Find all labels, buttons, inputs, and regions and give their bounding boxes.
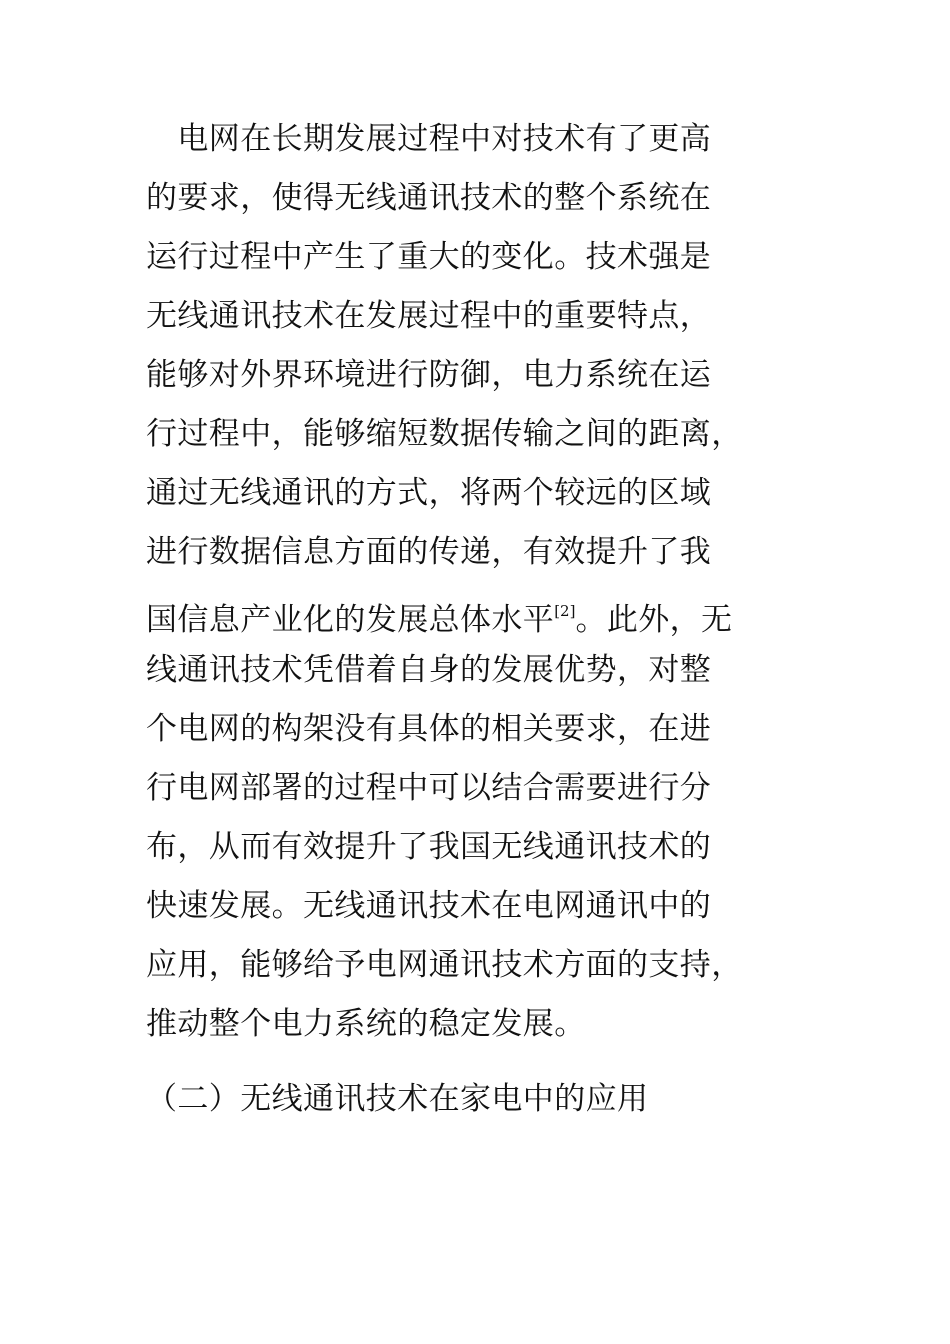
paragraph-line-9-text: 国信息产业化的发展总体水平: [146, 602, 555, 638]
paragraph-line-15: 应用，能够给予电网通讯技术方面的支持，: [146, 947, 743, 983]
paragraph-line-10: 线通讯技术凭借着自身的发展优势，对整: [146, 652, 712, 688]
paragraph-line-5: 能够对外界环境进行防御，电力系统在运: [146, 357, 712, 393]
paragraph-line-7: 通过无线通讯的方式，将两个较远的区域: [146, 475, 712, 511]
paragraph-line-12: 行电网部署的过程中可以结合需要进行分: [146, 770, 712, 806]
paragraph-line-4: 无线通讯技术在发展过程中的重要特点，: [146, 298, 712, 334]
paragraph-line-14: 快速发展。无线通讯技术在电网通讯中的: [146, 888, 712, 924]
paragraph-line-9: [146, 591, 846, 640]
paragraph-line-6: 行过程中，能够缩短数据传输之间的距离，: [146, 416, 743, 452]
paragraph-line-11: 个电网的构架没有具体的相关要求，在进: [146, 711, 712, 747]
section-heading: （二）无线通讯技术在家电中的应用: [146, 1081, 649, 1117]
paragraph-line-9-tail: 。此外，无: [575, 602, 733, 638]
paragraph-line-3: 运行过程中产生了重大的变化。技术强是: [146, 239, 712, 275]
citation-marker: [2]: [554, 602, 576, 620]
paragraph-line-1: 电网在长期发展过程中对技术有了更高: [146, 121, 712, 157]
paragraph-line-8: 进行数据信息方面的传递，有效提升了我: [146, 534, 712, 570]
paragraph-line-16: 推动整个电力系统的稳定发展。: [146, 1006, 586, 1042]
paragraph-line-2: 的要求，使得无线通讯技术的整个系统在: [146, 180, 712, 216]
paragraph-line-13: 布，从而有效提升了我国无线通讯技术的: [146, 829, 712, 865]
